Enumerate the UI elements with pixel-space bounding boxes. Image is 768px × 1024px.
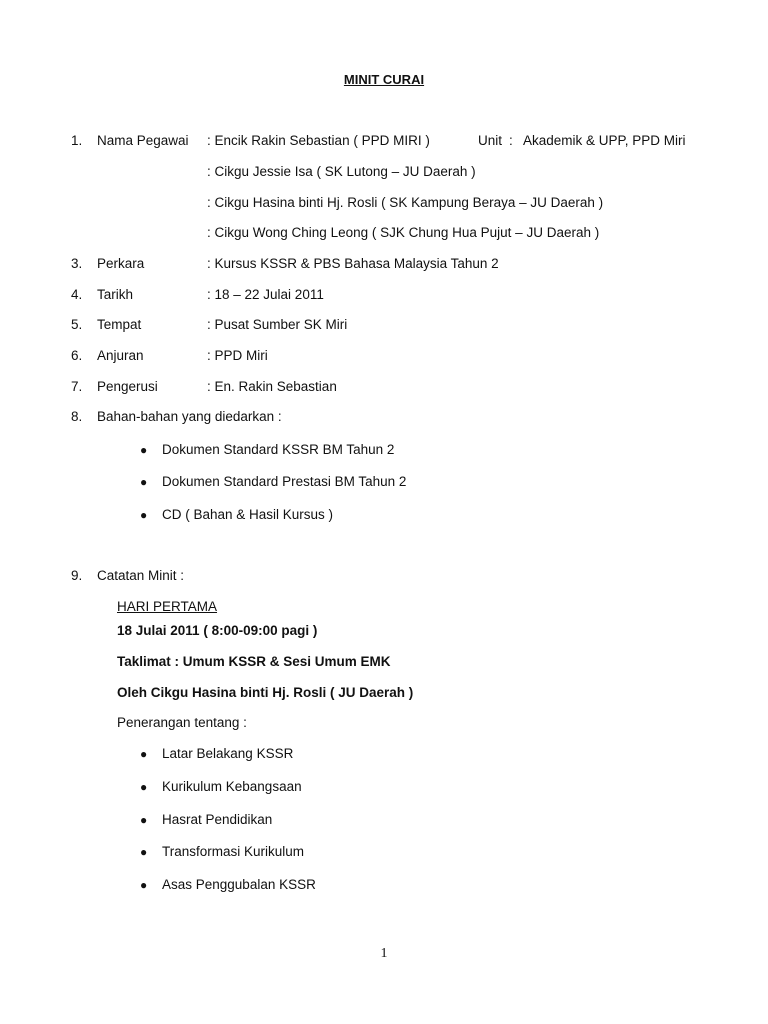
topic-item-3: Hasrat Pendidikan	[162, 812, 273, 827]
topic-item-2: Kurikulum Kebangsaan	[162, 779, 302, 794]
item-3-value: : Kursus KSSR & PBS Bahasa Malaysia Tahun 2	[207, 256, 499, 271]
bullet-icon: ●	[140, 780, 148, 794]
bullet-icon: ●	[140, 813, 148, 827]
item-1-number: 1.	[71, 133, 83, 148]
item-4-number: 4.	[71, 287, 83, 302]
item-7-number: 7.	[71, 379, 83, 394]
item-9-number: 9.	[71, 568, 83, 583]
session-date: 18 Julai 2011 ( 8:00-09:00 pagi )	[117, 623, 318, 638]
bullet-icon: ●	[140, 845, 148, 859]
item-9-label: Catatan Minit :	[97, 568, 185, 583]
bullet-icon: ●	[140, 878, 148, 892]
unit-label: Unit	[478, 133, 503, 148]
item-4-label: Tarikh	[97, 287, 134, 302]
briefing-title: Taklimat : Umum KSSR & Sesi Umum EMK	[117, 654, 391, 669]
item-1-label: Nama Pegawai	[97, 133, 189, 148]
officer-line-3: : Cikgu Hasina binti Hj. Rosli ( SK Kampung Beraya – JU Daerah )	[207, 195, 604, 210]
item-6-label: Anjuran	[97, 348, 144, 363]
item-8-label: Bahan-bahan yang diedarkan :	[97, 409, 282, 424]
topic-item-4: Transformasi Kurikulum	[162, 844, 305, 859]
item-3-number: 3.	[71, 256, 83, 271]
officer-line-2: : Cikgu Jessie Isa ( SK Lutong – JU Daerah )	[207, 164, 476, 179]
bullet-icon: ●	[140, 443, 148, 457]
material-item-1: Dokumen Standard KSSR BM Tahun 2	[162, 442, 395, 457]
page-number: 1	[380, 946, 388, 961]
item-7-value: : En. Rakin Sebastian	[207, 379, 337, 394]
material-item-2: Dokumen Standard Prestasi BM Tahun 2	[162, 474, 407, 489]
unit-separator: :	[509, 133, 513, 148]
item-3-label: Perkara	[97, 256, 145, 271]
material-item-3: CD ( Bahan & Hasil Kursus )	[162, 507, 334, 522]
document-title: MINIT CURAI	[343, 72, 425, 87]
item-5-label: Tempat	[97, 317, 142, 332]
bullet-icon: ●	[140, 747, 148, 761]
explanation-intro: Penerangan tentang :	[117, 715, 247, 730]
day-heading: HARI PERTAMA	[117, 599, 218, 614]
topic-item-5: Asas Penggubalan KSSR	[162, 877, 316, 892]
briefing-presenter: Oleh Cikgu Hasina binti Hj. Rosli ( JU Daerah )	[117, 685, 414, 700]
item-4-value: : 18 – 22 Julai 2011	[207, 287, 324, 302]
item-7-label: Pengerusi	[97, 379, 158, 394]
item-6-value: : PPD Miri	[207, 348, 268, 363]
item-6-number: 6.	[71, 348, 83, 363]
topic-item-1: Latar Belakang KSSR	[162, 746, 294, 761]
unit-value: Akademik & UPP, PPD Miri	[523, 133, 686, 148]
officer-line-4: : Cikgu Wong Ching Leong ( SJK Chung Hua Pujut – JU Daerah )	[207, 225, 600, 240]
officer-line-1: : Encik Rakin Sebastian ( PPD MIRI )	[207, 133, 430, 148]
bullet-icon: ●	[140, 508, 148, 522]
item-5-value: : Pusat Sumber SK Miri	[207, 317, 348, 332]
item-5-number: 5.	[71, 317, 83, 332]
item-8-number: 8.	[71, 409, 83, 424]
bullet-icon: ●	[140, 475, 148, 489]
